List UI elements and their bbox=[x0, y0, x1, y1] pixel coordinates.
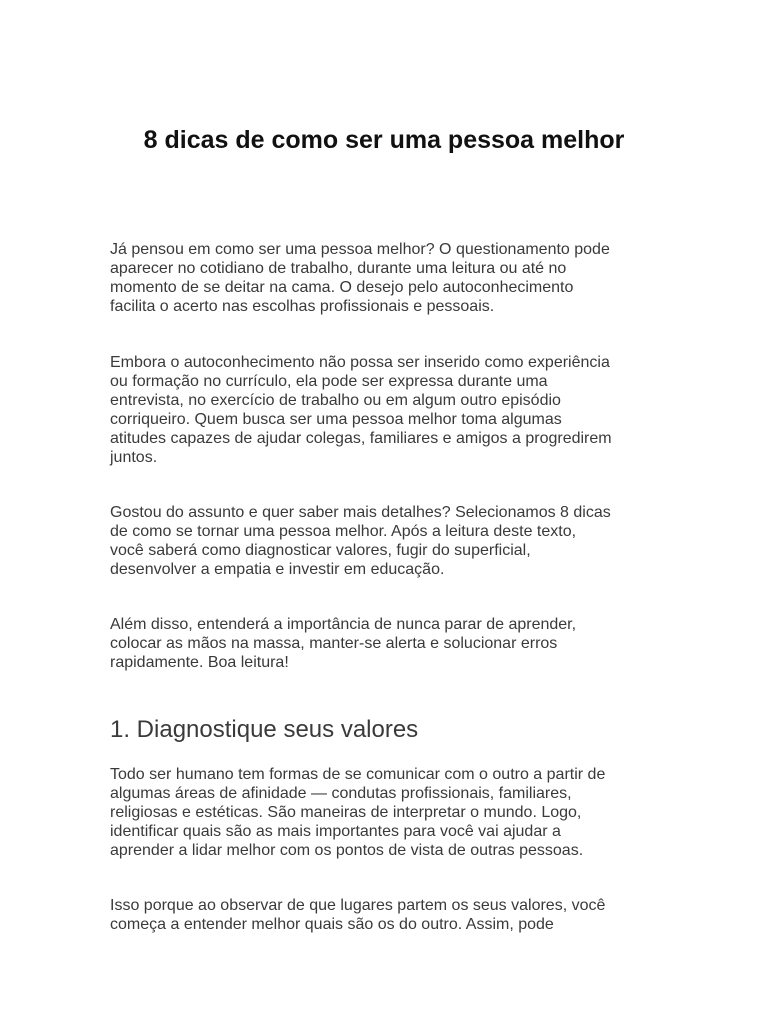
text-line: aprender a lidar melhor com os pontos de vista de outras pessoas. bbox=[110, 842, 584, 859]
text-line: identificar quais são as mais importantes para você vai ajudar a bbox=[110, 823, 561, 840]
intro-paragraph-2 bbox=[110, 353, 670, 467]
text-line: algumas áreas de afinidade — condutas profissionais, familiares, bbox=[110, 785, 572, 802]
text-line: Já pensou em como ser uma pessoa melhor? O questionamento pode bbox=[110, 241, 610, 258]
document-title: 8 dicas de como ser uma pessoa melhor bbox=[143, 126, 625, 154]
intro-paragraph-1 bbox=[110, 240, 670, 316]
text-line: religiosas e estéticas. São maneiras de interpretar o mundo. Logo, bbox=[110, 804, 582, 821]
text-line: Embora o autoconhecimento não possa ser inserido como experiência bbox=[110, 354, 610, 371]
section-1-heading: 1. Diagnostique seus valores bbox=[110, 716, 419, 743]
text-line: você saberá como diagnosticar valores, fugir do superficial, bbox=[110, 542, 531, 559]
intro-paragraph-3 bbox=[110, 503, 670, 579]
text-line: Gostou do assunto e quer saber mais detalhes? Selecionamos 8 dicas bbox=[110, 504, 611, 521]
text-line: entrevista, no exercício de trabalho ou em algum outro episódio bbox=[110, 392, 561, 409]
text-line: Todo ser humano tem formas de se comunicar com o outro a partir de bbox=[110, 766, 606, 783]
text-line: corriqueiro. Quem busca ser uma pessoa melhor toma algumas bbox=[110, 411, 562, 428]
intro-paragraph-4 bbox=[110, 615, 670, 672]
text-line: desenvolver a empatia e investir em educação. bbox=[110, 561, 445, 578]
text-line: de como se tornar uma pessoa melhor. Após a leitura deste texto, bbox=[110, 523, 577, 540]
section-1-paragraph-2 bbox=[110, 896, 670, 934]
text-line: aparecer no cotidiano de trabalho, durante uma leitura ou até no bbox=[110, 260, 567, 277]
text-line: Isso porque ao observar de que lugares partem os seus valores, você bbox=[110, 897, 606, 914]
text-line: juntos. bbox=[110, 449, 158, 466]
text-line: momento de se deitar na cama. O desejo pelo autoconhecimento bbox=[110, 279, 574, 296]
text-line: Além disso, entenderá a importância de nunca parar de aprender, bbox=[110, 616, 577, 633]
text-line: ou formação no currículo, ela pode ser expressa durante uma bbox=[110, 373, 548, 390]
section-1-paragraph-1 bbox=[110, 765, 670, 860]
text-line: facilita o acerto nas escolhas profissionais e pessoais. bbox=[110, 298, 495, 315]
text-line: atitudes capazes de ajudar colegas, familiares e amigos a progredirem bbox=[110, 430, 612, 447]
text-line: começa a entender melhor quais são os do outro. Assim, pode bbox=[110, 916, 554, 933]
text-line: colocar as mãos na massa, manter-se alerta e solucionar erros bbox=[110, 635, 558, 652]
text-line: rapidamente. Boa leitura! bbox=[110, 654, 289, 671]
